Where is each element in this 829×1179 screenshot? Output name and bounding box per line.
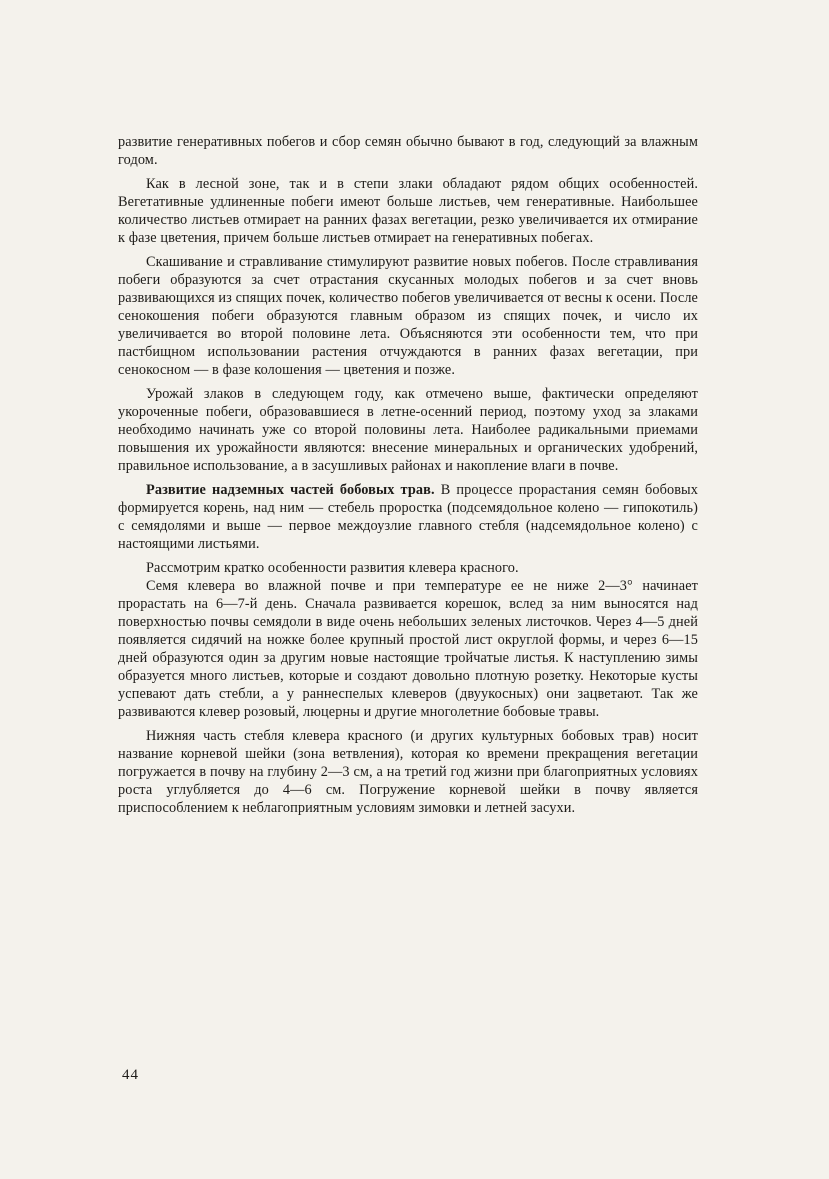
- page-number: 44: [122, 1067, 139, 1083]
- paragraph-7: Семя клевера во влажной почве и при температуре ее не ниже 2—3° начинает прорастать на 6—7-й день. Сначала развивается корешок, вслед за ним выносятся над поверхностью почвы семядоли в виде очень небольших зеленых листочков. Через 4—5 дней появляется сидячий на ножке более крупный простой лист округлой формы, и через 6—15 дней образуются один за другим новые настоящие тройчатые листья. К наступлению зимы образуется много листьев, которые и создают довольно плотную розетку. Некоторые кусты успевают дать стебли, а у раннеспелых клеверов (двуукосных) они зацветают. Так же развиваются клевер розовый, люцерны и другие многолетние бобовые травы.: [118, 578, 698, 720]
- section-heading: Развитие надземных частей бобовых трав.: [146, 482, 435, 498]
- paragraph-1: развитие генеративных побегов и сбор семян обычно бывают в год, следующий за влажным годом.: [118, 134, 698, 168]
- paragraph-8: Нижняя часть стебля клевера красного (и других культурных бобовых трав) носит название корневой шейки (зона ветвления), которая ко времени прекращения вегетации погружается в почву на глубину 2—3 см, а на третий год жизни при благоприятных условиях роста углубляется до 4—6 см. Погружение корневой шейки в почву является приспособлением к неблагоприятным условиям зимовки и летней засухи.: [118, 728, 698, 816]
- paragraph-2: Как в лесной зоне, так и в степи злаки обладают рядом общих особенностей. Вегетативные удлиненные побеги имеют больше листьев, чем генеративные. Наибольшее количество листьев отмирает на ранних фазах вегетации, резко увеличивается их отмирание к фазе цветения, причем больше листьев отмирает на генеративных побегах.: [118, 176, 698, 246]
- body-text: [118, 133, 698, 823]
- paragraph-6: Рассмотрим кратко особенности развития клевера красного.: [146, 560, 519, 576]
- paragraph-4: Урожай злаков в следующем году, как отмечено выше, фактически определяют укороченные побеги, образовавшиеся в летне-осенний период, поэтому уход за злаками необходимо начинать уже со второй половины лета. Наиболее радикальными приемами повышения их урожайности являются: внесение минеральных и органических удобрений, правильное использование, а в засушливых районах и накопление влаги в почве.: [118, 386, 698, 474]
- paragraph-3: Скашивание и стравливание стимулируют развитие новых побегов. После стравливания побеги образуются за счет отрастания скусанных молодых побегов и за счет вновь развивающихся из спящих почек, количество побегов увеличивается от весны к осени. После сенокошения побеги образуются главным образом из спящих почек, и число их увеличивается во второй половине лета. Объясняются эти особенности тем, что при пастбищном использовании растения отчуждаются в ранних фазах вегетации, при сенокосном — в фазе колошения — цветения и позже.: [118, 254, 698, 378]
- paragraph-5: Развитие надземных частей бобовых трав. В процессе прорастания семян бобовых формируется корень, над ним — стебель проростка (подсемядольное колено — гипокотиль) с семядолями и выше — первое междоузлие главного стебля (надсемядольное колено) с настоящими листьями.: [118, 482, 698, 552]
